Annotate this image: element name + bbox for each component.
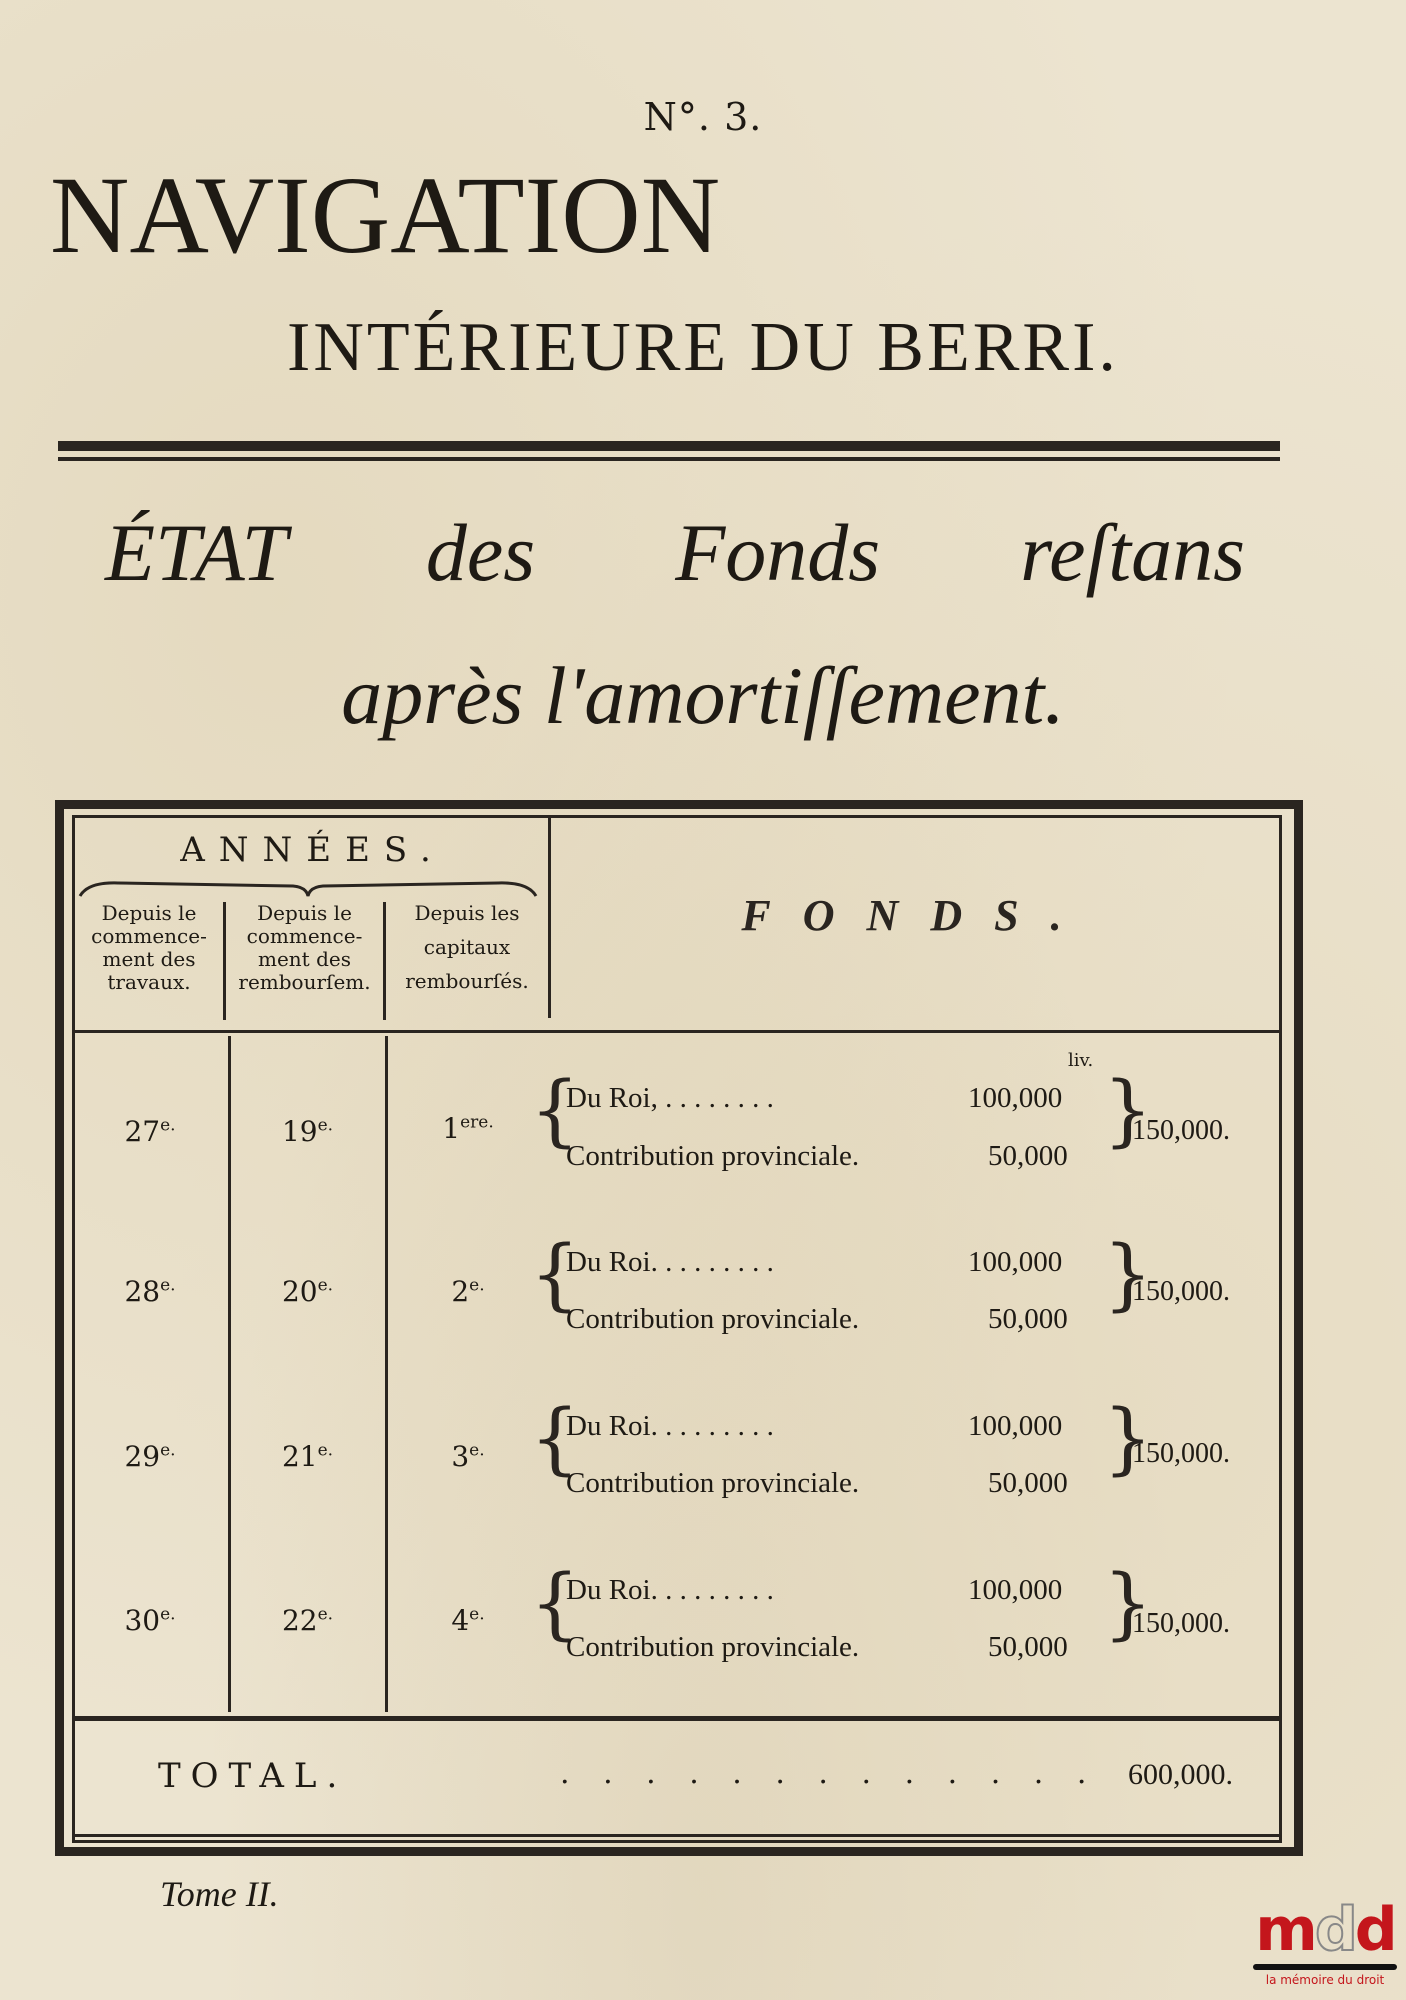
year-remboursem: $21^{e.}$: [281, 1440, 334, 1473]
left-brace-icon: {: [530, 1559, 580, 1649]
total-value: 600,000.: [1128, 1758, 1233, 1791]
signature-mark: Tome II.: [160, 1874, 279, 1914]
header-rule-thin: [58, 457, 1280, 461]
column-header-remboursem: Depuis le commence- ment des rembourſem.: [238, 901, 371, 994]
year-travaux: $27^{e.}$: [124, 1115, 176, 1148]
total-top-rule: [75, 1716, 1280, 1721]
year-travaux: $30^{e.}$: [124, 1604, 176, 1637]
year-remboursem: $20^{e.}$: [281, 1275, 334, 1308]
fund-prov-label: Contribution provinciale.: [566, 1303, 860, 1335]
year-capitaux: $2^{e.}$: [451, 1275, 485, 1308]
column-header-capitaux: Depuis les capitaux rembourſés.: [405, 901, 529, 993]
left-brace-icon: {: [530, 1066, 580, 1156]
fund-roi-label: Du Roi. . . . . . . . .: [566, 1574, 774, 1606]
total-leader-dots: . . . . . . . . . . . . .: [560, 1756, 1099, 1791]
year-travaux: $29^{e.}$: [124, 1440, 176, 1473]
page-subtitle: INTÉRIEURE DU BERRI.: [287, 309, 1119, 386]
year-remboursem: $19^{e.}$: [281, 1115, 334, 1148]
fund-prov-amount: 50,000: [988, 1303, 1068, 1335]
total-label: TOTAL.: [158, 1756, 348, 1796]
row-subtotal: 150,000.: [1132, 1115, 1230, 1146]
unit-label: liv.: [1068, 1050, 1094, 1071]
row-subtotal: 150,000.: [1132, 1438, 1230, 1469]
fund-prov-amount: 50,000: [988, 1631, 1068, 1663]
total-bottom-rule: [75, 1834, 1280, 1837]
year-capitaux: $3^{e.}$: [451, 1440, 485, 1473]
fund-roi-amount: 100,000: [968, 1246, 1063, 1278]
fund-prov-label: Contribution provinciale.: [566, 1631, 860, 1663]
right-brace-icon: }: [1103, 1394, 1153, 1484]
right-brace-icon: }: [1103, 1066, 1153, 1156]
header-divider-fonds: [548, 818, 551, 1018]
watermark-logo: [1245, 1895, 1405, 1987]
mdd-logo-icon: mdd: [1255, 1895, 1395, 1965]
fund-roi-label: Du Roi. . . . . . . . .: [566, 1410, 774, 1442]
column-header-travaux: Depuis le commence- ment des travaux.: [91, 901, 207, 994]
horizontal-brace-icon: [78, 878, 538, 898]
year-capitaux: $1^{ere.}$: [442, 1112, 494, 1145]
document-number: N°. 3.: [643, 95, 763, 139]
fund-prov-amount: 50,000: [988, 1467, 1068, 1499]
page-title: NAVIGATION: [50, 154, 721, 276]
row-subtotal: 150,000.: [1132, 1276, 1230, 1307]
left-brace-icon: {: [530, 1394, 580, 1484]
fund-roi-label: Du Roi, . . . . . . . .: [566, 1082, 774, 1114]
row-subtotal: 150,000.: [1132, 1608, 1230, 1639]
fund-prov-label: Contribution provinciale.: [566, 1467, 860, 1499]
right-brace-icon: }: [1103, 1230, 1153, 1320]
fund-roi-amount: 100,000: [968, 1410, 1063, 1442]
header-bottom-rule: [75, 1030, 1280, 1033]
fund-prov-label: Contribution provinciale.: [566, 1140, 860, 1172]
fund-prov-amount: 50,000: [988, 1140, 1068, 1172]
fund-roi-amount: 100,000: [968, 1082, 1063, 1114]
year-travaux: $28^{e.}$: [124, 1275, 176, 1308]
annees-header: ANNÉES.: [180, 830, 445, 870]
right-brace-icon: }: [1103, 1559, 1153, 1649]
header-rule-thick: [58, 441, 1280, 451]
fund-roi-label: Du Roi. . . . . . . . .: [566, 1246, 774, 1278]
section-heading-line2: après l'amortiſſement.: [341, 650, 1065, 741]
left-brace-icon: {: [530, 1230, 580, 1320]
fund-roi-amount: 100,000: [968, 1574, 1063, 1606]
logo-tagline: la mémoire du droit: [1265, 1973, 1385, 1987]
year-remboursem: $22^{e.}$: [281, 1604, 334, 1637]
fonds-header: FONDS.: [741, 891, 1094, 940]
section-heading-line1: ÉTAT des Fonds reſtans: [105, 507, 1245, 598]
year-capitaux: $4^{e.}$: [451, 1604, 485, 1637]
